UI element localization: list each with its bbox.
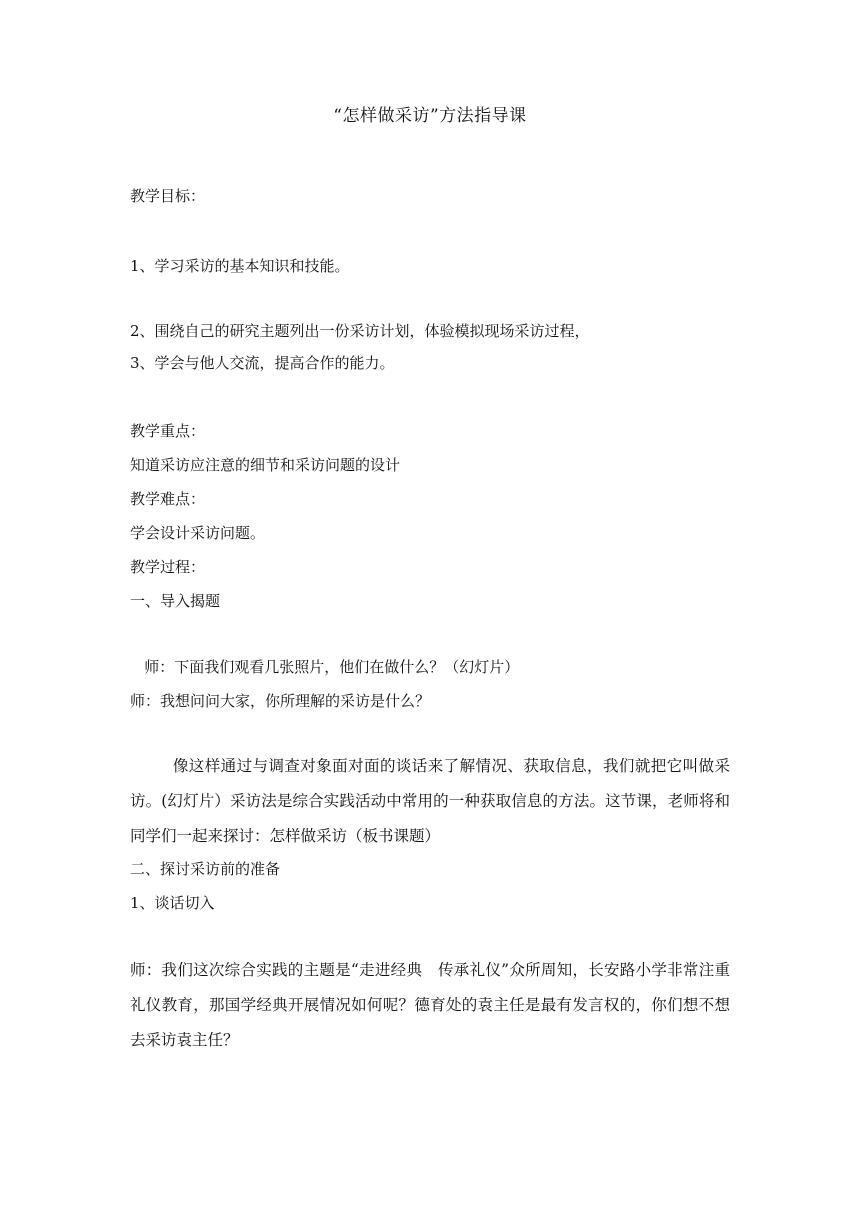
difficulties-text: 学会设计采访问题。 [130, 524, 266, 542]
teacher-line-2: 师：我想问问大家，你所理解的采访是什么？ [130, 692, 431, 710]
goal-2: 2、围绕自己的研究主题列出一份采访计划，体验模拟现场采访过程， [130, 322, 590, 340]
teaching-goals-heading: 教学目标： [130, 187, 206, 205]
key-points-heading: 教学重点： [130, 422, 206, 440]
teacher-line-1: 师：下面我们观看几张照片，他们在做什么？（幻灯片） [130, 658, 520, 676]
process-heading: 教学过程： [130, 558, 206, 576]
section-1-heading: 一、导入揭题 [130, 592, 221, 610]
section-2-heading: 二、探讨采访前的准备 [130, 860, 281, 878]
teacher-theme-paragraph: 师：我们这次综合实践的主题是“走进经典 传承礼仪”众所周知，长安路小学非常注重礼仪教育，那国学经典开展情况如何呢？德育处的袁主任是最有发言权的，你们想不想去采访袁主任？ [130, 961, 730, 1049]
interview-definition-paragraph: 像这样通过与调查对象面对面的谈话来了解情况、获取信息，我们就把它叫做采访。(幻灯片）采访法是综合实践活动中常用的一种获取信息的方法。这节课，老师将和同学们一起来探讨：怎样做采访（板书课题） [130, 757, 730, 845]
key-points-text: 知道采访应注意的细节和采访问题的设计 [130, 456, 401, 474]
goal-1: 1、学习采访的基本知识和技能。 [130, 257, 350, 275]
subsection-1-heading: 1、谈话切入 [130, 894, 215, 912]
difficulties-heading: 教学难点： [130, 490, 206, 508]
document-title: “怎样做采访”方法指导课 [333, 106, 527, 126]
goal-3: 3、学会与他人交流，提高合作的能力。 [130, 354, 395, 372]
